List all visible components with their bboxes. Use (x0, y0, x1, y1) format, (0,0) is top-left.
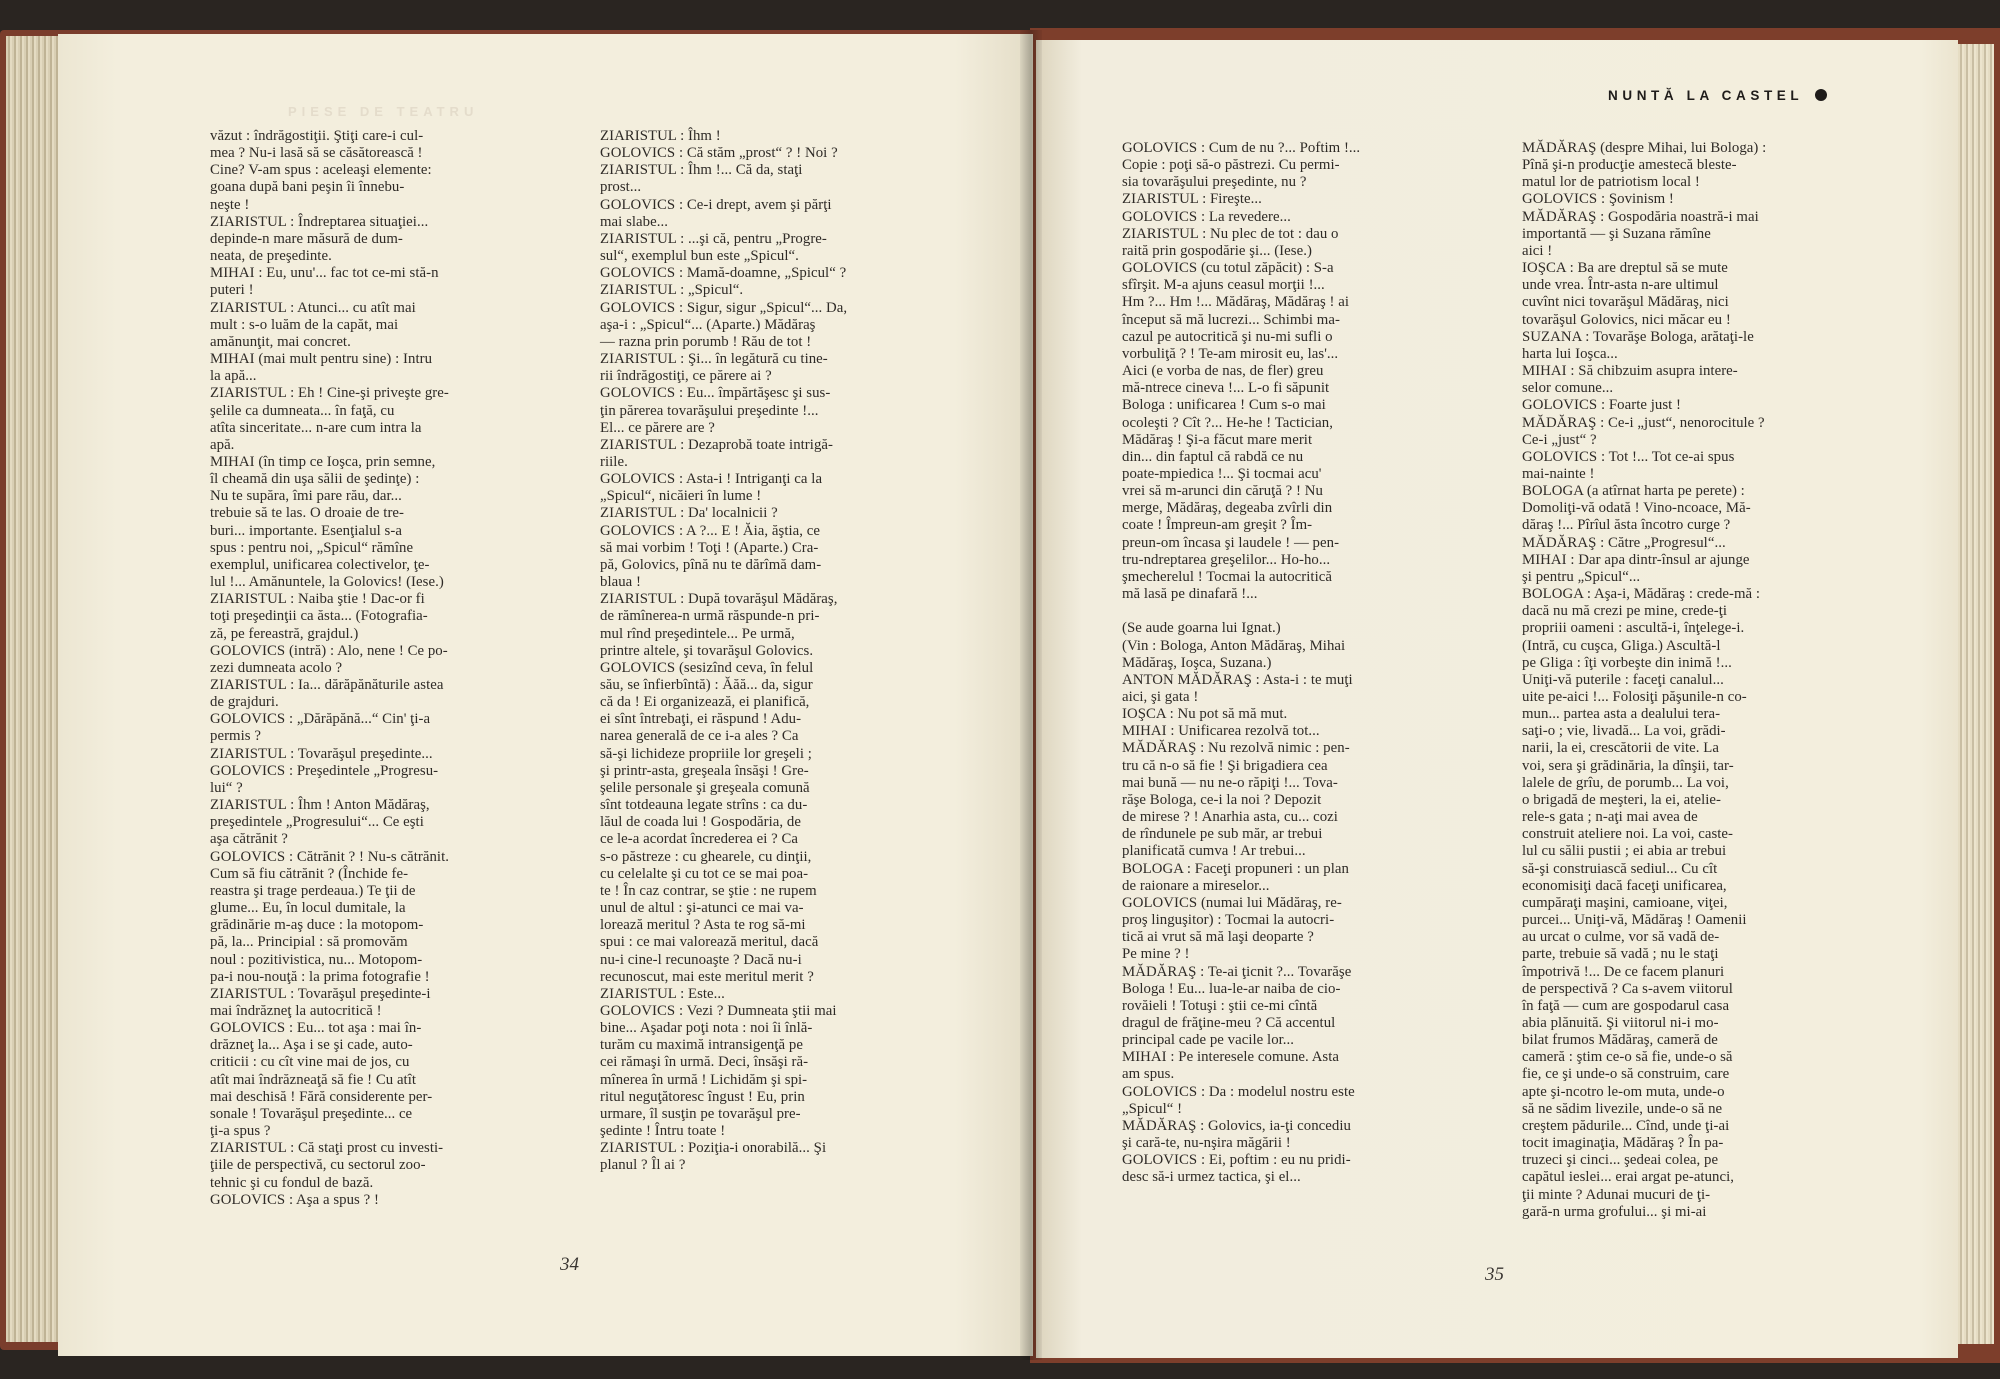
page-edges-right (1952, 44, 1994, 1344)
text-column-left-1: văzut : îndrăgostiţii. Ştiţi care-i cul- mea ? Nu-i lasă să se căsătorească ! Cine? V-am spus : aceleaşi elemente: goana după bani peşin îi înnebu- neşte ! ZIARISTUL : Îndreptarea situaţiei... depinde-n mare măsură de dum- neata, de preşedinte. MIHAI : Eu, unu'... fac tot ce-mi stă-n puteri ! ZIARISTUL : Atunci... cu atît mai mult : s-o luăm de la capăt, mai amănunţit, mai concret. MIHAI (mai mult pentru sine) : Intru la apă... ZIARISTUL : Eh ! Cine-şi priveşte gre- şelile ca dumneata... în faţă, cu atîta sinceritate... n-are cum intra la apă. MIHAI (în timp ce Ioşca, prin semne, îl cheamă din uşa sălii de şedinţe) : Nu te supăra, îmi pare rău, dar... trebuie să te las. O droaie de tre- buri... importante. Esenţialul s-a spus : pentru noi, „Spicul“ rămîne exemplul, unificarea colectivelor, ţe- lul !... Amănuntele, la Golovics! (Iese.) ZIARISTUL : Naiba ştie ! Dac-or fi toţi preşedinţii ca ăsta... (Fotografia- ză, pe fereastră, grajdul.) GOLOVICS (intră) : Alo, nene ! Ce po- zezi dumneata acolo ? ZIARISTUL : Ia... dărăpănăturile astea de grajduri. GOLOVICS : „Dărăpănă...“ Cin' ţi-a permis ? ZIARISTUL : Tovarăşul preşedinte... GOLOVICS : Preşedintele „Progresu- lui“ ? ZIARISTUL : Îhm ! Anton Mădăraş, preşedintele „Progresului“... Ce eşti aşa cătrănit ? GOLOVICS : Cătrănit ? ! Nu-s cătrănit. Cum să fiu cătrănit ? (Închide fe- reastra şi trage perdeaua.) Te ţii de glume... Eu, în locul dumitale, la grădinărie m-aş duce : la motopom- pă, la... Principial : să promovăm noul : pozitivistica, nu... Motopom- pa-i nou-nouţă : la prima fotografie ! ZIARISTUL : Tovarăşul preşedinte-i mai îndrăzneţ la autocritică ! GOLOVICS : Eu... tot aşa : mai în- drăzneţ la... Aşa i se şi cade, auto- criticii : cu cît vine mai de jos, cu atît mai îndrăzneaţă să fie ! Cu atît mai deschisă ! Fără considerente per- sonale ! Tovarăşul preşedinte... ce ţi-a spus ? ZIARISTUL : Că staţi prost cu investi- ţiile de perspectivă, cu sectorul zoo- tehnic şi cu fondul de bază. GOLOVICS : Aşa a spus ? ! (210, 128, 450, 1208)
text-column-right-1: GOLOVICS : Cum de nu ?... Poftim !... Copie : poţi să-o păstrezi. Cu permi- sia tovarăşului preşedinte, nu ? ZIARISTUL : Fireşte... GOLOVICS : La revedere... ZIARISTUL : Nu plec de tot : dau o raită prin gospodărie şi... (Iese.) GOLOVICS (cu totul zăpăcit) : S-a sfîrşit. M-a ajuns ceasul morţii !... Hm ?... Hm !... Mădăraş, Mădăraş ! ai început să mă lucrezi... Schimbi ma- cazul pe autocritică şi nu-mi sufli o vorbuliţă ? ! Te-am mirosit eu, las'... Aici (e vorba de nas, de fler) greu mă-ntrece cineva !... L-o fi săpunit Bologa : unificarea ! Cum s-o mai ocoleşti ? Cît ?... He-he ! Tactician, Mădăraş ! Şi-a făcut mare merit din... din faptul că rabdă ce nu poate-mpiedica !... Şi tocmai acu' vrei să m-arunci din căruţă ? ! Nu merge, Mădăraş, degeaba zvîrli din coate ! Împreun-am greşit ? Îm- preun-om încasa şi laudele ! — pen- tru-ndreptarea greşelilor... Ho-ho... şmecherelul ! Tocmai la autocritică mă lasă pe dinafară !... (Se aude goarna lui Ignat.) (Vin : Bologa, Anton Mădăraş, Mihai Mădăraş, Ioşca, Suzana.) ANTON MĂDĂRAŞ : Asta-i : te muţi aici, şi gata ! IOŞCA : Nu pot să mă mut. MIHAI : Unificarea rezolvă tot... MĂDĂRAŞ : Nu rezolvă nimic : pen- tru că n-o să fie ! Şi brigadiera cea mai bună — nu ne-o răpiţi !... Tova- răşe Bologa, ce-i la noi ? Depozit de mirese ? ! Anarhia asta, cu... cozi de rîndunele pe sub măr, ar trebui planificată cumva ! Ar trebui... BOLOGA : Faceţi propuneri : un plan de raionare a mireselor... GOLOVICS (numai lui Mădăraş, re- proş linguşitor) : Tocmai la autocri- tică ai vrut să mă laşi deoparte ? Pe mine ? ! MĂDĂRAŞ : Te-ai ţicnit ?... Tovarăşe Bologa ! Eu... lua-le-ar naiba de cio- rovăieli ! Totuşi : ştii ce-mi cîntă dragul de frăţine-meu ? Că accentul principal cade pe vacile lor... MIHAI : Pe interesele comune. Asta am spus. GOLOVICS : Da : modelul nostru este „Spicul“ ! MĂDĂRAŞ : Golovics, ia-ţi concediu şi cară-te, nu-nşira măgării ! GOLOVICS : Ei, poftim : eu nu pridi- desc să-i urmez tactica, şi el... (1122, 140, 1361, 1186)
bullet-icon (1815, 89, 1827, 101)
page-number-left: 34 (560, 1254, 579, 1275)
text-column-right-2: MĂDĂRAŞ (despre Mihai, lui Bologa) : Pînă şi-n producţie amestecă bleste- matul lor de patriotism local ! GOLOVICS : Şovinism ! MĂDĂRAŞ : Gospodăria noastră-i mai importantă — şi Suzana rămîne aici ! IOŞCA : Ba are dreptul să se mute unde vrea. Într-asta n-are ultimul cuvînt nici tovarăşul Mădăraş, nici tovarăşul Golovics, nici măcar eu ! SUZANA : Tovarăşe Bologa, arătaţi-le harta lui Ioşca... MIHAI : Să chibzuim asupra intere- selor comune... GOLOVICS : Foarte just ! MĂDĂRAŞ : Ce-i „just“, nenorocitule ? Ce-i „just“ ? GOLOVICS : Tot !... Tot ce-ai spus mai-nainte ! BOLOGA (a atîrnat harta pe perete) : Domoliţi-vă odată ! Vino-ncoace, Mă- dăraş !... Pîrîul ăsta încotro curge ? MĂDĂRAŞ : Către „Progresul“... MIHAI : Dar apa dintr-însul ar ajunge şi pentru „Spicul“... BOLOGA : Aşa-i, Mădăraş : crede-mă : dacă nu mă crezi pe mine, crede-ţi propriii oameni : ascultă-i, înţelege-i. (Intră, cu cuşca, Gliga.) Ascultă-l pe Gliga : îţi vorbeşte din inimă !... Uniţi-vă puterile : faceţi canalul... uite pe-aici !... Folosiţi păşunile-n co- mun... partea asta a dealului tera- saţi-o ; vie, livadă... La voi, grădi- narii, la ei, crescătorii de vite. La voi, sera şi grădinăria, la dînşii, tar- lalele de grîu, de porumb... La voi, o brigadă de meşteri, la ei, atelie- rele-s gata ; n-aţi mai avea de construit ateliere noi. La voi, caste- lul cu sălii pustii ; ei abia ar trebui să-şi construiască sediul... Cu cît economisiţi dacă faceţi unificarea, cumpăraţi maşini, camioane, viţei, purcei... Uniţi-vă, Mădăraş ! Oamenii au urcat o culme, vor să vadă de- parte, trebuie să vadă ; nu le staţi împotrivă !... De ce facem planuri de perspectivă ? Ca s-avem viitorul în faţă — cum are gospodarul casa abia plănuită. Şi viitorul ni-i mo- bilat frumos Mădăraş, cameră de cameră : ştim ce-o să fie, unde-o să fie, ce şi unde-o să construim, care apte şi-ncotro le-om muta, unde-o să ne sădim livezile, unde-o să ne creştem pădurile... Cînd, unde ţi-ai tocit imaginaţia, Mădăraş ? În pa- truzeci şi cinci... şedeai colea, pe capătul ieslei... erai argat pe-atunci, ţii minte ? Adunai mucuri de ţi- gară-n urma grofului... şi mi-ai (1522, 140, 1767, 1220)
book-gutter (1020, 30, 1042, 1360)
text-column-left-2: ZIARISTUL : Îhm ! GOLOVICS : Că stăm „prost“ ? ! Noi ? ZIARISTUL : Îhm !... Că da, staţi prost... GOLOVICS : Ce-i drept, avem şi părţi mai slabe... ZIARISTUL : ...şi că, pentru „Progre- sul“, exemplul bun este „Spicul“. GOLOVICS : Mamă-doamne, „Spicul“ ? ZIARISTUL : „Spicul“. GOLOVICS : Sigur, sigur „Spicul“... Da, aşa-i : „Spicul“... (Aparte.) Mădăraş — razna prin porumb ! Rău de tot ! ZIARISTUL : Şi... în legătură cu tine- rii îndrăgostiţi, ce părere ai ? GOLOVICS : Eu... împărtăşesc şi sus- ţin părerea tovarăşului preşedinte !... El... ce părere are ? ZIARISTUL : Dezaprobă toate intrigă- riile. GOLOVICS : Asta-i ! Intriganţi ca la „Spicul“, nicăieri în lume ! ZIARISTUL : Da' localnicii ? GOLOVICS : A ?... E ! Ăia, ăştia, ce să mai vorbim ! Toţi ! (Aparte.) Cra- pă, Golovics, pînă nu te dărîmă dam- blaua ! ZIARISTUL : După tovarăşul Mădăraş, de rămînerea-n urmă răspunde-n pri- mul rînd preşedintele... Pe urmă, printre altele, şi tovarăşul Golovics. GOLOVICS (sesizînd ceva, în felul său, se înfierbîntă) : Ăăă... da, sigur că da ! Ei organizează, ei planifică, ei sînt întrebaţi, ei răspund ! Adu- narea generală de ce i-a ales ? Ca să-şi lichideze propriile lor greşeli ; şi printr-asta, greşeala însăşi ! Gre- şelile personale şi greşeala comună sînt totdeauna legate strîns : ca du- lăul de coada lui ! Gospodăria, de ce le-a acordat încrederea ei ? Ca s-o păstreze : cu ghearele, cu dinţii, cu celelalte şi cu tot ce se mai poa- te ! În caz contrar, se ştie : ne rupem unul de altul : şi-atunci ce mai va- lorează meritul ? Asta te rog să-mi spui : ce mai valorează meritul, dacă nu-i cine-l recunoaşte ? Dacă nu-i recunoscut, mai este meritul merit ? ZIARISTUL : Este... GOLOVICS : Vezi ? Dumneata ştii mai bine... Aşadar poţi nota : noi îi înlă- turăm cu maximă intransigenţă pe cei rămaşi în urmă. Deci, însăşi ră- mînerea în urmă ! Lichidăm şi spi- ritul neguţătoresc îngust ! Eu, prin urmare, îl susţin pe tovarăşul pre- şedinte ! Întru toate ! ZIARISTUL : Poziţia-i onorabilă... Şi planul ? Îl ai ? (600, 128, 848, 1174)
running-header-title: NUNTĂ LA CASTEL (1608, 88, 1803, 103)
running-header (1608, 88, 1827, 103)
bleed-through-text: PIESE DE TEATRU (288, 104, 479, 119)
page-edges-left (6, 36, 66, 1342)
page-number-right: 35 (1485, 1264, 1504, 1285)
